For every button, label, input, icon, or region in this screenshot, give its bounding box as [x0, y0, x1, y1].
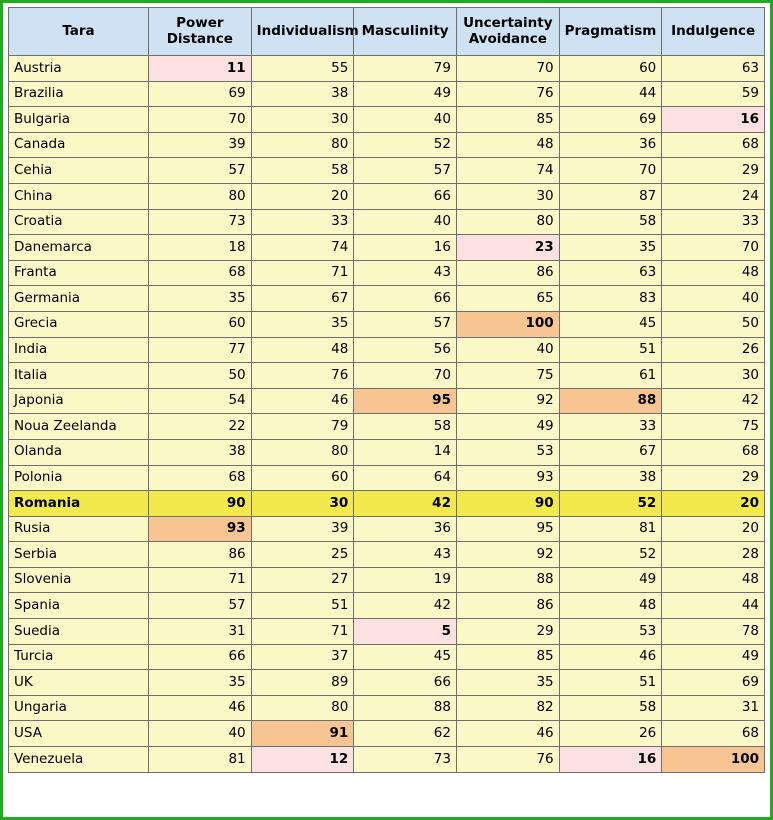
cell-value: 63: [559, 260, 662, 286]
cell-value: 95: [354, 388, 457, 414]
cell-value: 49: [559, 567, 662, 593]
column-header-uncertainty-avoidance: Uncertainty Avoidance: [456, 8, 559, 56]
cell-value: 14: [354, 439, 457, 465]
table-row: [9, 593, 765, 619]
cell-value: 20: [662, 491, 765, 517]
cell-value: 56: [354, 337, 457, 363]
cell-value: 76: [456, 747, 559, 773]
cell-country: Croatia: [9, 209, 149, 235]
cell-value: 39: [149, 132, 252, 158]
cell-value: 42: [354, 593, 457, 619]
cell-value: 20: [662, 516, 765, 542]
cell-value: 11: [149, 56, 252, 82]
cell-value: 53: [456, 439, 559, 465]
table-header-row: [9, 8, 765, 56]
hofstede-dimensions-table: [8, 7, 765, 773]
cell-country: Cehia: [9, 158, 149, 184]
cell-value: 22: [149, 414, 252, 440]
cell-value: 100: [456, 311, 559, 337]
cell-value: 86: [456, 593, 559, 619]
table-row: [9, 235, 765, 261]
table-body: [9, 56, 765, 773]
cell-country: Danemarca: [9, 235, 149, 261]
cell-value: 46: [456, 721, 559, 747]
cell-value: 36: [354, 516, 457, 542]
cell-value: 66: [354, 286, 457, 312]
cell-value: 77: [149, 337, 252, 363]
column-header-country: Tara: [9, 8, 149, 56]
cell-value: 55: [251, 56, 354, 82]
cell-value: 68: [149, 465, 252, 491]
cell-country: Brazilia: [9, 81, 149, 107]
cell-value: 65: [456, 286, 559, 312]
cell-value: 59: [662, 81, 765, 107]
cell-country: Romania: [9, 491, 149, 517]
cell-value: 66: [149, 644, 252, 670]
cell-value: 50: [149, 363, 252, 389]
cell-value: 49: [662, 644, 765, 670]
cell-value: 30: [456, 183, 559, 209]
cell-value: 49: [354, 81, 457, 107]
cell-value: 31: [662, 695, 765, 721]
cell-value: 16: [354, 235, 457, 261]
cell-value: 16: [559, 747, 662, 773]
cell-value: 95: [456, 516, 559, 542]
cell-value: 45: [559, 311, 662, 337]
cell-value: 86: [149, 542, 252, 568]
table-row: [9, 56, 765, 82]
cell-value: 20: [251, 183, 354, 209]
cell-value: 28: [662, 542, 765, 568]
table-row: [9, 311, 765, 337]
cell-value: 43: [354, 260, 457, 286]
cell-value: 80: [251, 695, 354, 721]
column-header-pragmatism: Pragmatism: [559, 8, 662, 56]
cell-value: 38: [559, 465, 662, 491]
cell-country: Germania: [9, 286, 149, 312]
cell-value: 40: [149, 721, 252, 747]
cell-value: 70: [354, 363, 457, 389]
cell-value: 81: [149, 747, 252, 773]
cell-value: 33: [251, 209, 354, 235]
cell-value: 52: [559, 542, 662, 568]
cell-value: 81: [559, 516, 662, 542]
cell-value: 35: [559, 235, 662, 261]
cell-value: 75: [662, 414, 765, 440]
cell-value: 51: [559, 337, 662, 363]
cell-value: 25: [251, 542, 354, 568]
cell-value: 68: [662, 439, 765, 465]
cell-value: 19: [354, 567, 457, 593]
table-row: [9, 209, 765, 235]
cell-value: 48: [662, 567, 765, 593]
cell-value: 64: [354, 465, 457, 491]
cell-value: 24: [662, 183, 765, 209]
cell-value: 68: [149, 260, 252, 286]
cell-value: 63: [662, 56, 765, 82]
table-row: [9, 721, 765, 747]
table-row: [9, 337, 765, 363]
cell-value: 40: [662, 286, 765, 312]
cell-value: 60: [251, 465, 354, 491]
cell-value: 57: [354, 311, 457, 337]
cell-value: 71: [149, 567, 252, 593]
cell-value: 57: [149, 593, 252, 619]
cell-value: 29: [662, 158, 765, 184]
cell-value: 66: [354, 183, 457, 209]
cell-country: Turcia: [9, 644, 149, 670]
cell-value: 71: [251, 260, 354, 286]
cell-value: 48: [456, 132, 559, 158]
cell-value: 46: [559, 644, 662, 670]
cell-value: 49: [456, 414, 559, 440]
cell-value: 70: [662, 235, 765, 261]
table-row: [9, 465, 765, 491]
cell-country: Austria: [9, 56, 149, 82]
cell-value: 35: [149, 670, 252, 696]
cell-country: Suedia: [9, 619, 149, 645]
cell-country: China: [9, 183, 149, 209]
cell-value: 90: [456, 491, 559, 517]
cell-value: 33: [662, 209, 765, 235]
cell-country: USA: [9, 721, 149, 747]
table-row: [9, 363, 765, 389]
column-header-indulgence: Indulgence: [662, 8, 765, 56]
cell-value: 80: [251, 439, 354, 465]
cell-value: 73: [149, 209, 252, 235]
cell-value: 71: [251, 619, 354, 645]
cell-country: Noua Zeelanda: [9, 414, 149, 440]
cell-value: 93: [456, 465, 559, 491]
cell-country: Olanda: [9, 439, 149, 465]
cell-value: 57: [354, 158, 457, 184]
cell-value: 79: [354, 56, 457, 82]
table-row: [9, 491, 765, 517]
table-row: [9, 158, 765, 184]
table-row: [9, 183, 765, 209]
cell-value: 37: [251, 644, 354, 670]
cell-value: 92: [456, 388, 559, 414]
cell-country: Bulgaria: [9, 107, 149, 133]
cell-value: 87: [559, 183, 662, 209]
cell-value: 43: [354, 542, 457, 568]
cell-country: Italia: [9, 363, 149, 389]
cell-value: 44: [559, 81, 662, 107]
cell-value: 26: [662, 337, 765, 363]
cell-value: 23: [456, 235, 559, 261]
cell-value: 75: [456, 363, 559, 389]
cell-value: 35: [456, 670, 559, 696]
cell-value: 85: [456, 644, 559, 670]
cell-value: 69: [662, 670, 765, 696]
table-row: [9, 542, 765, 568]
cell-value: 58: [354, 414, 457, 440]
table-row: [9, 567, 765, 593]
cell-country: Polonia: [9, 465, 149, 491]
cell-value: 51: [559, 670, 662, 696]
cell-value: 36: [559, 132, 662, 158]
cell-value: 58: [251, 158, 354, 184]
cell-value: 66: [354, 670, 457, 696]
cell-value: 79: [251, 414, 354, 440]
table-row: [9, 81, 765, 107]
cell-value: 70: [456, 56, 559, 82]
cell-value: 46: [149, 695, 252, 721]
table-row: [9, 439, 765, 465]
cell-value: 88: [456, 567, 559, 593]
cell-value: 70: [149, 107, 252, 133]
cell-country: Grecia: [9, 311, 149, 337]
cell-value: 40: [354, 209, 457, 235]
cell-value: 48: [662, 260, 765, 286]
table-row: [9, 414, 765, 440]
cell-value: 61: [559, 363, 662, 389]
cell-value: 74: [456, 158, 559, 184]
table-row: [9, 747, 765, 773]
cell-value: 100: [662, 747, 765, 773]
cell-value: 76: [456, 81, 559, 107]
table-row: [9, 286, 765, 312]
cell-value: 92: [456, 542, 559, 568]
cell-value: 68: [662, 132, 765, 158]
cell-value: 54: [149, 388, 252, 414]
cell-value: 58: [559, 209, 662, 235]
cell-value: 48: [251, 337, 354, 363]
cell-value: 5: [354, 619, 457, 645]
table-row: [9, 695, 765, 721]
cell-value: 80: [149, 183, 252, 209]
cell-value: 70: [559, 158, 662, 184]
cell-value: 18: [149, 235, 252, 261]
cell-value: 88: [559, 388, 662, 414]
column-header-power-distance: Power Distance: [149, 8, 252, 56]
cell-value: 44: [662, 593, 765, 619]
cell-value: 88: [354, 695, 457, 721]
cell-value: 80: [456, 209, 559, 235]
cell-value: 48: [559, 593, 662, 619]
cell-value: 27: [251, 567, 354, 593]
cell-value: 53: [559, 619, 662, 645]
cell-value: 51: [251, 593, 354, 619]
cell-country: Canada: [9, 132, 149, 158]
column-header-individualism: Individualism: [251, 8, 354, 56]
cell-value: 57: [149, 158, 252, 184]
cell-value: 42: [354, 491, 457, 517]
cell-value: 30: [251, 491, 354, 517]
cell-value: 30: [251, 107, 354, 133]
cell-country: Venezuela: [9, 747, 149, 773]
cell-value: 33: [559, 414, 662, 440]
cell-value: 42: [662, 388, 765, 414]
cell-value: 31: [149, 619, 252, 645]
cell-value: 50: [662, 311, 765, 337]
cell-value: 35: [149, 286, 252, 312]
cell-value: 74: [251, 235, 354, 261]
cell-value: 40: [354, 107, 457, 133]
cell-value: 93: [149, 516, 252, 542]
cell-value: 82: [456, 695, 559, 721]
cell-value: 69: [559, 107, 662, 133]
cell-value: 45: [354, 644, 457, 670]
cell-value: 46: [251, 388, 354, 414]
table-row: [9, 670, 765, 696]
cell-value: 12: [251, 747, 354, 773]
cell-value: 89: [251, 670, 354, 696]
cell-value: 90: [149, 491, 252, 517]
table-row: [9, 132, 765, 158]
cell-value: 52: [559, 491, 662, 517]
table-header: [9, 8, 765, 56]
cell-value: 16: [662, 107, 765, 133]
cell-value: 26: [559, 721, 662, 747]
cell-country: Spania: [9, 593, 149, 619]
cell-country: Slovenia: [9, 567, 149, 593]
table-row: [9, 619, 765, 645]
cell-value: 62: [354, 721, 457, 747]
cell-value: 91: [251, 721, 354, 747]
cell-value: 29: [662, 465, 765, 491]
cell-value: 60: [149, 311, 252, 337]
cell-value: 58: [559, 695, 662, 721]
cell-country: India: [9, 337, 149, 363]
cell-value: 68: [662, 721, 765, 747]
column-header-masculinity: Masculinity: [354, 8, 457, 56]
cell-value: 52: [354, 132, 457, 158]
cell-value: 60: [559, 56, 662, 82]
cell-country: UK: [9, 670, 149, 696]
table-row: [9, 260, 765, 286]
cell-country: Japonia: [9, 388, 149, 414]
cell-value: 39: [251, 516, 354, 542]
cell-value: 67: [251, 286, 354, 312]
cell-country: Rusia: [9, 516, 149, 542]
cell-value: 38: [251, 81, 354, 107]
table-row: [9, 388, 765, 414]
table-row: [9, 644, 765, 670]
cell-value: 69: [149, 81, 252, 107]
cell-value: 40: [456, 337, 559, 363]
cell-value: 85: [456, 107, 559, 133]
cell-country: Franta: [9, 260, 149, 286]
cell-value: 78: [662, 619, 765, 645]
cell-value: 83: [559, 286, 662, 312]
cell-value: 86: [456, 260, 559, 286]
table-row: [9, 107, 765, 133]
cell-country: Ungaria: [9, 695, 149, 721]
cell-value: 73: [354, 747, 457, 773]
table-row: [9, 516, 765, 542]
cell-value: 76: [251, 363, 354, 389]
cell-value: 80: [251, 132, 354, 158]
cell-value: 29: [456, 619, 559, 645]
cell-value: 35: [251, 311, 354, 337]
cell-value: 38: [149, 439, 252, 465]
cell-country: Serbia: [9, 542, 149, 568]
cell-value: 30: [662, 363, 765, 389]
cell-value: 67: [559, 439, 662, 465]
